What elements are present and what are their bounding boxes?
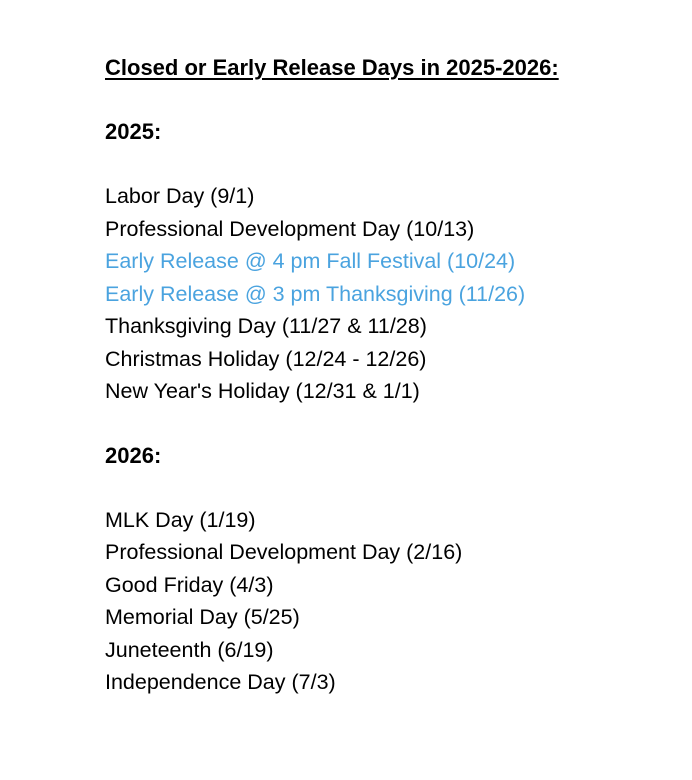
closure-list-2025	[105, 180, 665, 408]
section-heading-2026: 2026:	[105, 442, 162, 468]
closure-item: Professional Development Day (2/16)	[105, 540, 463, 564]
section-2025	[105, 116, 665, 408]
closure-item: Good Friday (4/3)	[105, 572, 274, 597]
document-body	[105, 52, 665, 699]
section-2026	[105, 440, 665, 699]
closure-item: Juneteenth (6/19)	[105, 637, 274, 662]
closure-item: Thanksgiving Day (11/27 & 11/28)	[105, 314, 427, 338]
closure-item: Professional Development Day (10/13)	[105, 216, 475, 241]
closure-item: New Year's Holiday (12/31 & 1/1)	[105, 379, 420, 403]
closure-list-2026	[105, 504, 665, 699]
spacer	[105, 84, 665, 116]
closure-item: MLK Day (1/19)	[105, 507, 256, 532]
closure-item: Memorial Day (5/25)	[105, 605, 300, 629]
spacer	[105, 408, 665, 440]
document-title: Closed or Early Release Days in 2025-2026:	[105, 55, 559, 80]
early-release-item: Early Release @ 4 pm Fall Festival (10/24)	[105, 249, 516, 273]
spacer	[105, 148, 665, 180]
early-release-item: Early Release @ 3 pm Thanksgiving (11/26)	[105, 281, 526, 306]
closure-item: Christmas Holiday (12/24 - 12/26)	[105, 346, 427, 371]
closure-item: Independence Day (7/3)	[105, 670, 336, 694]
section-heading-2025: 2025:	[105, 119, 162, 144]
closure-item: Labor Day (9/1)	[105, 184, 255, 208]
spacer	[105, 472, 665, 504]
